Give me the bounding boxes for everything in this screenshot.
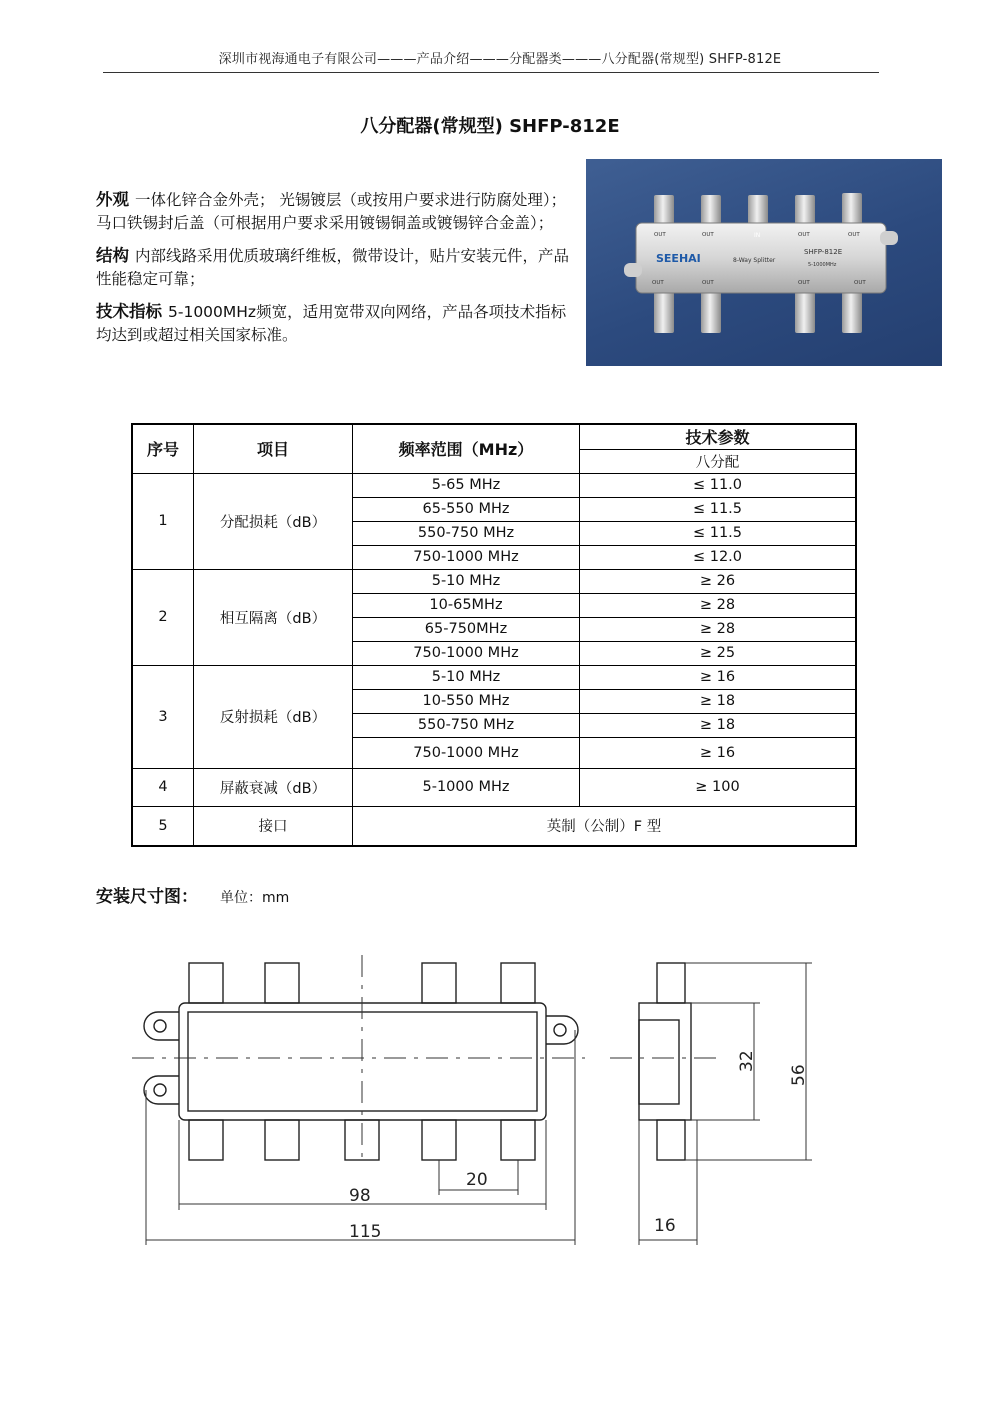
freq-cell: 5-10 MHz [353, 569, 580, 593]
out-label-7: OUT [798, 280, 810, 286]
value-cell: ≥ 26 [580, 569, 857, 593]
value-cell: ≤ 11.0 [580, 473, 857, 497]
dim-body-height: 32 [737, 1050, 757, 1072]
group-item: 反射损耗（dB） [194, 665, 353, 768]
in-label: IN [754, 232, 761, 239]
spec-table [131, 423, 857, 847]
group-item: 分配损耗（dB） [194, 473, 353, 569]
table-row [132, 569, 856, 593]
install-unit: 单位：mm [220, 890, 290, 906]
value-cell: ≥ 16 [580, 737, 857, 768]
page-header-breadcrumb: 深圳市视海通电子有限公司———产品介绍———分配器类———八分配器(常规型) SHFP-812E [218, 52, 782, 67]
right-hole [554, 1024, 566, 1036]
dim-total-height: 56 [789, 1064, 809, 1086]
freq-cell: 10-65MHz [353, 593, 580, 617]
group-num: 3 [132, 665, 194, 768]
freq-cell: 550-750 MHz [353, 521, 580, 545]
side-lid [639, 1020, 679, 1104]
connector-value: 英制（公制）F 型 [353, 806, 857, 846]
value-cell: ≥ 18 [580, 689, 857, 713]
value-cell: ≥ 25 [580, 641, 857, 665]
table-row [132, 806, 856, 846]
side-top-connector [657, 963, 685, 1003]
freq-cell: 750-1000 MHz [353, 737, 580, 768]
freq-cell: 65-750MHz [353, 617, 580, 641]
table-header-row [132, 424, 856, 449]
value-cell: ≥ 28 [580, 617, 857, 641]
left-ear-bottom [144, 1076, 179, 1104]
shield-freq: 5-1000 MHz [353, 768, 580, 806]
shield-value: ≥ 100 [580, 768, 857, 806]
freq-cell: 750-1000 MHz [353, 545, 580, 569]
out-label-3: OUT [798, 232, 810, 238]
install-title: 安装尺寸图： [96, 887, 198, 907]
install-heading [96, 882, 289, 907]
dim-total-length: 115 [349, 1222, 382, 1242]
connector-item: 接口 [194, 806, 353, 846]
right-ear [546, 1016, 578, 1044]
structure-label: 结构 [96, 246, 129, 265]
dim-body-length: 98 [349, 1186, 371, 1206]
freq-cell: 550-750 MHz [353, 713, 580, 737]
freq-cell: 5-10 MHz [353, 665, 580, 689]
group-item: 相互隔离（dB） [194, 569, 353, 665]
left-hole-bottom [154, 1084, 166, 1096]
product-photo [586, 159, 942, 366]
splitter-desc: 8-Way Splitter [733, 257, 776, 264]
spec-paragraph [96, 300, 576, 347]
col-freq-header: 频率范围（MHz） [353, 424, 580, 473]
value-cell: ≥ 16 [580, 665, 857, 689]
dim-depth: 16 [654, 1216, 676, 1236]
left-ear-top [144, 1012, 179, 1040]
top-connectors [654, 193, 862, 225]
brand-logo: SEEHAI [656, 252, 701, 265]
freq-print: 5-1000MHz [808, 262, 837, 268]
product-photo-svg [586, 159, 942, 366]
page-title: 八分配器(常规型) SHFP-812E [360, 116, 620, 137]
shield-num: 4 [132, 768, 194, 806]
out-label-1: OUT [654, 232, 666, 238]
appearance-label: 外观 [96, 190, 129, 209]
col-num-header: 序号 [132, 424, 194, 473]
out-label-6: OUT [702, 280, 714, 286]
spec-text: 5-1000MHz频宽，适用宽带双向网络，产品各项技术指标均达到或超过相关国家标准。 [96, 303, 567, 344]
col-item-header: 项目 [194, 424, 353, 473]
dim-pitch: 20 [466, 1170, 488, 1190]
left-hole-top [154, 1020, 166, 1032]
spec-label: 技术指标 [96, 302, 162, 321]
connector-num: 5 [132, 806, 194, 846]
freq-cell: 750-1000 MHz [353, 641, 580, 665]
shield-item: 屏蔽衰减（dB） [194, 768, 353, 806]
freq-cell: 65-550 MHz [353, 497, 580, 521]
out-label-2: OUT [702, 232, 714, 238]
header-divider [103, 72, 879, 73]
dimension-drawing [0, 940, 1000, 1260]
out-label-8: OUT [854, 280, 866, 286]
group-num: 2 [132, 569, 194, 665]
structure-paragraph [96, 244, 576, 291]
table-row [132, 473, 856, 497]
center-lines [132, 955, 720, 1165]
value-cell: ≤ 11.5 [580, 497, 857, 521]
col-param-header: 技术参数 [580, 424, 857, 449]
value-cell: ≤ 12.0 [580, 545, 857, 569]
spec-table-body [132, 424, 856, 846]
intro-section [96, 188, 576, 356]
value-cell: ≥ 28 [580, 593, 857, 617]
table-row [132, 665, 856, 689]
appearance-text: 一体化锌合金外壳； 光锡镀层（或按用户要求进行防腐处理）；马口铁锡封后盖（可根据用户要求采用镀锡铜盖或镀锡锌合金盖）； [96, 191, 567, 232]
col-sub-header: 八分配 [580, 449, 857, 473]
side-bottom-connector [657, 1120, 685, 1160]
value-cell: ≤ 11.5 [580, 521, 857, 545]
out-label-5: OUT [652, 280, 664, 286]
table-row [132, 768, 856, 806]
group-num: 1 [132, 473, 194, 569]
out-label-4: OUT [848, 232, 860, 238]
appearance-paragraph [96, 188, 576, 235]
freq-cell: 5-65 MHz [353, 473, 580, 497]
freq-cell: 10-550 MHz [353, 689, 580, 713]
model-print: SHFP-812E [804, 248, 843, 256]
structure-text: 内部线路采用优质玻璃纤维板，微带设计，贴片安装元件，产品性能稳定可靠； [96, 247, 570, 288]
bottom-connectors [654, 291, 862, 333]
dimension-lines [146, 963, 812, 1245]
value-cell: ≥ 18 [580, 713, 857, 737]
